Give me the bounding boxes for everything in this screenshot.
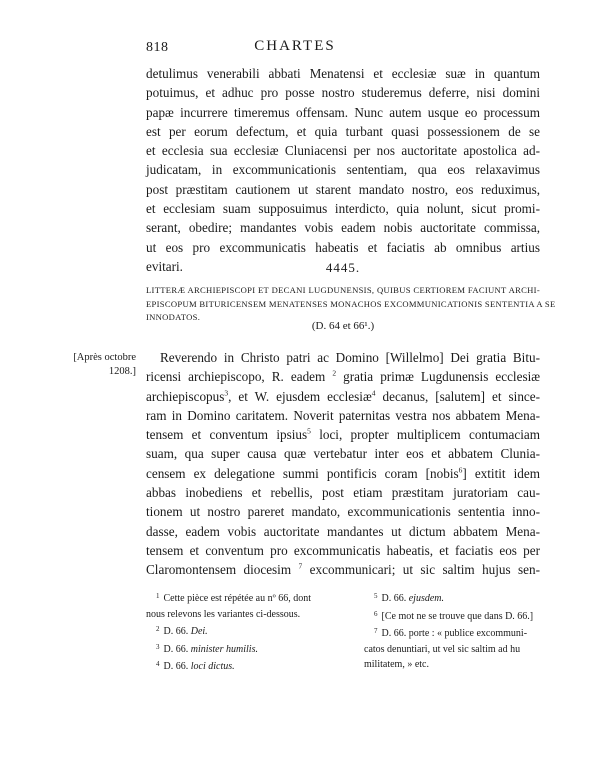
text-line xyxy=(146,560,540,579)
footnote-text: D. 66. xyxy=(381,593,409,604)
footnote-italic: loci dictus. xyxy=(190,661,235,672)
footnote-text: D. 66. xyxy=(163,643,191,655)
text-line: et ecclesiam suam supposuimus interdicto, quia nolunt, sicut promi- xyxy=(146,201,540,217)
footnote-7-continued: militatem, » etc. xyxy=(364,659,429,670)
footnote-text: Cette pièce est répétée au nº 66, dont xyxy=(163,593,311,604)
text-line: papæ incurrere timeremus offensam. Nunc autem usque eo processum xyxy=(146,104,540,120)
document-title xyxy=(146,284,556,325)
text-line: judicatam, in excommunicationis sententiam, qua eos relaxavimus xyxy=(146,162,540,178)
text-line: evitari. xyxy=(146,258,183,274)
footnote-number: 2 xyxy=(156,625,160,633)
footnote-1-continued: nous relevons les variantes ci-dessous. xyxy=(146,608,301,620)
text-line xyxy=(146,425,540,444)
title-line: EPISCOPUM BITURICENSEM MENATENSES MONACHOS EXCOMMUNICATIONIS SENTENTIA A SE xyxy=(146,298,556,309)
footnotes-left-column xyxy=(146,589,346,675)
footnote-ref: 5 xyxy=(307,426,311,436)
footnote-text: D. 66. xyxy=(163,626,191,637)
footnote-text: D. 66. xyxy=(163,661,191,672)
footnote-text: [Ce mot ne se trouve que dans D. 66.] xyxy=(381,610,534,622)
text-line: ut eos pro excommunicatis habeatis et faciatis ab omnibus artius xyxy=(146,239,540,255)
footnotes-right-column xyxy=(364,589,554,673)
footnote-number: 1 xyxy=(156,592,160,600)
footnote-number: 6 xyxy=(374,609,378,618)
document-source: (D. 64 et 66¹.) xyxy=(311,320,375,332)
footnote-number: 5 xyxy=(374,592,378,600)
footnote-ref: 4 xyxy=(371,388,376,398)
text-line: et ecclesia sua ecclesiæ Cluniacensi per nos auctoritate apostolica ad- xyxy=(146,143,540,159)
footnote-3 xyxy=(146,640,346,658)
footnote-number: 3 xyxy=(156,642,160,651)
margin-date xyxy=(50,351,136,379)
footnote-italic: Dei. xyxy=(190,626,208,637)
footnote-6 xyxy=(364,607,554,625)
text-line: tionem ut nostro pareret mandato, excommunicationis sententia inno- xyxy=(146,504,540,520)
footnote-ref: 6 xyxy=(458,465,463,475)
text-fragment: , et W. ejusdem ecclesiæ xyxy=(228,388,372,404)
text-fragment: decanus, [salutem] et since- xyxy=(382,388,541,404)
footnote-number: 7 xyxy=(374,627,378,635)
title-line: INNODATOS. xyxy=(146,312,201,322)
text-fragment: excommunicari; ut sic saltim hujus sen- xyxy=(309,562,541,578)
text-line: post præstitam cautionem ut starent mandato nostro, eos reduximus, xyxy=(146,181,540,197)
text-fragment: ] extitit idem xyxy=(462,465,540,481)
title-line: LITTERÆ ARCHIEPISCOPI ET DECANI LUGDUNENSIS, QUIBUS CERTIOREM FACIUNT ARCHI- xyxy=(146,285,540,295)
footnote-italic: ejusdem. xyxy=(408,593,445,604)
letter-text xyxy=(146,348,540,580)
margin-date-line: 1208.] xyxy=(108,366,136,377)
footnote-text: D. 66. porte : « publice excommuni- xyxy=(381,628,528,639)
body-text xyxy=(146,64,540,276)
page-number: 818 xyxy=(146,40,169,55)
text-line: Reverendo in Christo patri ac Domino [Willelmo] Dei gratia Bitu- xyxy=(160,350,540,365)
text-fragment: ricensi archiepiscopo, R. eadem xyxy=(146,369,326,385)
text-line: tensem et conventum pro excommunicatis habeatis, et faciatis eos per xyxy=(146,542,540,558)
text-line: dasse, eadem vobis auctoritate mandantes ut dictum abbatem Mena- xyxy=(146,523,540,539)
text-line: suam, qua super causa quæ vertebatur inter eos et abbatem Clunia- xyxy=(146,446,540,462)
footnote-7-continued: catos denuntiari, ut vel sic saltim ad hu xyxy=(364,643,521,655)
footnote-number: 4 xyxy=(156,660,160,668)
text-line: est per eorum defectum, et quia turbant quasi possessionem de se xyxy=(146,123,540,139)
footnote-ref: 2 xyxy=(332,368,337,378)
text-line xyxy=(146,464,540,483)
text-fragment: archiepiscopus xyxy=(146,388,225,404)
text-fragment: censem ex delegatione summi pontificis coram [nobis xyxy=(146,465,459,481)
text-line: ram in Domino caritatem. Noverit paternitas vestra nos abbatem Mena- xyxy=(146,407,540,423)
running-title: CHARTES xyxy=(254,38,336,54)
footnote-ref: 7 xyxy=(298,561,303,571)
footnote-4 xyxy=(146,657,346,675)
text-line: abbas inobediens et rebellis, post etiam præstitam juratoriam cau- xyxy=(146,485,540,501)
text-line xyxy=(146,387,540,406)
margin-date-line: [Après octobre xyxy=(73,352,136,363)
text-line: detulimus venerabili abbati Menatensi et ecclesiæ suæ in quantum xyxy=(146,66,540,81)
text-fragment: loci, propter multiplicem contumaciam xyxy=(319,427,540,443)
text-line xyxy=(146,367,540,386)
text-fragment: tensem et conventum ipsius xyxy=(146,427,308,443)
text-line: potuimus, et adhuc pro posse nostro studeremus deferre, nisi domini xyxy=(146,85,540,101)
footnote-ref: 3 xyxy=(224,388,229,398)
text-line: serant, obedire; mandantes vobis eadem nobis auctoritate commissa, xyxy=(146,220,540,236)
footnote-italic: minister humilis. xyxy=(190,643,258,655)
footnote-7 xyxy=(364,624,554,642)
text-fragment: Claromontensem diocesim xyxy=(146,562,292,578)
footnote-5 xyxy=(364,589,554,607)
footnote-1 xyxy=(146,589,346,607)
footnote-2 xyxy=(146,622,346,640)
document-number: 4445. xyxy=(325,260,361,275)
text-fragment: gratia primæ Lugdunensis ecclesiæ xyxy=(343,369,541,385)
